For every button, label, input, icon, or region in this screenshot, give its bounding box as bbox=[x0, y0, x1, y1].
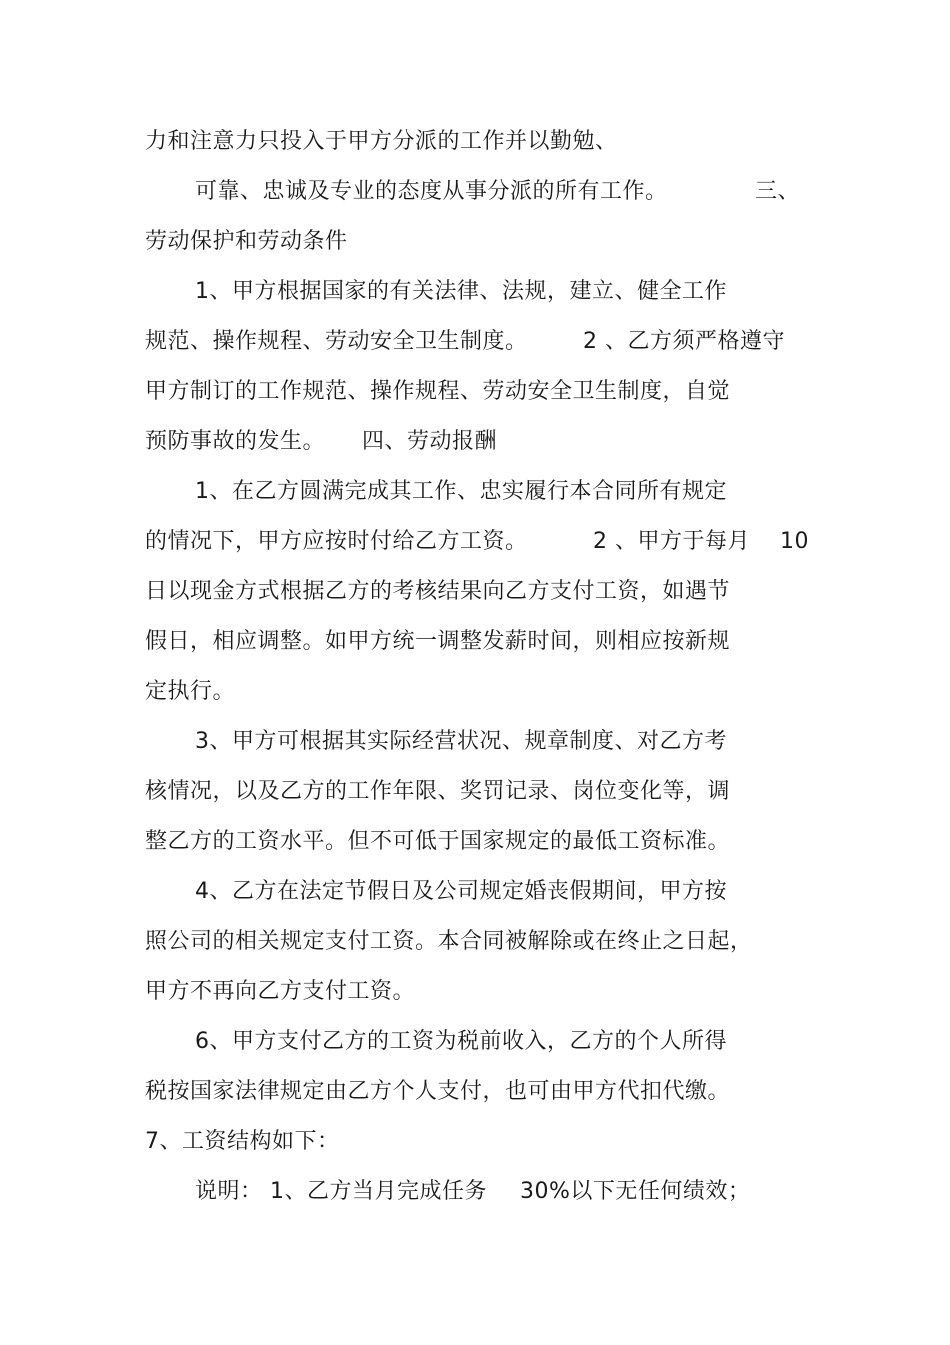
text-line: 力和注意力只投入于甲方分派的工作并以勤勉、 bbox=[145, 129, 618, 154]
section-heading-number: 三、 bbox=[755, 179, 801, 204]
section-heading: 四、劳动报酬 bbox=[362, 429, 498, 454]
text-line: 说明： 1、乙方当月完成任务 bbox=[195, 1179, 487, 1204]
text-line: 1、在乙方圆满完成其工作、忠实履行本合同所有规定 bbox=[195, 479, 727, 504]
text-line: 定执行。 bbox=[145, 679, 236, 704]
text-line: 2 、甲方于每月 bbox=[593, 529, 750, 554]
text-line: 的情况下，甲方应按时付给乙方工资。 bbox=[145, 529, 528, 554]
text-line: 预防事故的发生。 bbox=[145, 429, 326, 454]
text-line: 3、甲方可根据其实际经营状况、规章制度、对乙方考 bbox=[195, 729, 727, 754]
text-line: 税按国家法律规定由乙方个人支付，也可由甲方代扣代缴。 bbox=[145, 1079, 731, 1104]
text-line: 10 bbox=[780, 529, 809, 554]
text-line: 规范、操作规程、劳动安全卫生制度。 bbox=[145, 329, 528, 354]
text-line: 整乙方的工资水平。但不可低于国家规定的最低工资标准。 bbox=[145, 829, 731, 854]
text-line: 假日，相应调整。如甲方统一调整发薪时间，则相应按新规 bbox=[145, 629, 731, 654]
text-line: 甲方制订的工作规范、操作规程、劳动安全卫生制度，自觉 bbox=[145, 379, 731, 404]
text-line: 30%以下无任何绩效； bbox=[520, 1179, 751, 1204]
text-line: 甲方不再向乙方支付工资。 bbox=[145, 979, 416, 1004]
text-line: 核情况，以及乙方的工作年限、奖罚记录、岗位变化等，调 bbox=[145, 779, 731, 804]
text-line: 日以现金方式根据乙方的考核结果向乙方支付工资，如遇节 bbox=[145, 579, 731, 604]
section-heading: 劳动保护和劳动条件 bbox=[145, 229, 348, 254]
text-line: 4、乙方在法定节假日及公司规定婚丧假期间，甲方按 bbox=[195, 879, 727, 904]
text-line: 照公司的相关规定支付工资。本合同被解除或在终止之日起， bbox=[145, 929, 753, 954]
text-line: 1、甲方根据国家的有关法律、法规，建立、健全工作 bbox=[195, 279, 727, 304]
text-line: 6、甲方支付乙方的工资为税前收入，乙方的个人所得 bbox=[195, 1029, 727, 1054]
text-line: 2 、乙方须严格遵守 bbox=[583, 329, 785, 354]
text-line: 7、工资结构如下： bbox=[145, 1129, 340, 1154]
text-line: 可靠、忠诚及专业的态度从事分派的所有工作。 bbox=[195, 179, 668, 204]
